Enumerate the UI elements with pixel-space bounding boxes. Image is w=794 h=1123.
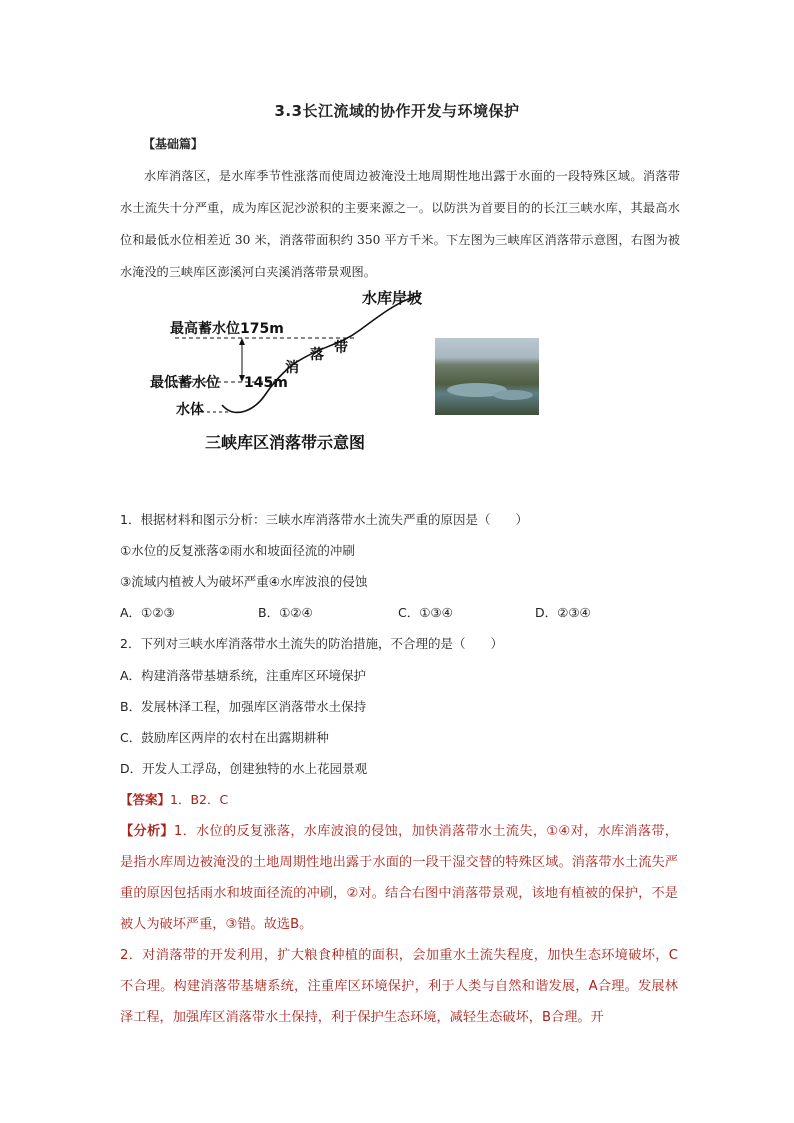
question-1-stem: 1．根据材料和图示分析：三峡水库消落带水土流失严重的原因是（ ） [120, 512, 528, 527]
band-label-2: 落 [310, 347, 324, 363]
option-c: C．①③④ [398, 605, 453, 620]
section-tag: 【基础篇】 [143, 137, 204, 151]
arrow-head-up [239, 338, 245, 345]
diagram-caption: 三峡库区消落带示意图 [205, 433, 366, 452]
analysis-block [120, 816, 678, 1033]
question-1-line-3: ③流域内植被人为破坏严重④水库波浪的侵蚀 [120, 574, 368, 589]
option-d: D．②③④ [535, 605, 591, 620]
analysis-label: 【分析】 [120, 824, 174, 839]
analysis-text-1: 1．水位的反复涨落，水库波浪的侵蚀，加快消落带水土流失，①④对，水库消落带，是指水库周边被淹没的土地周期性地出露于水面的一段干湿交替的特殊区域。消落带水土流失严重的原因包括雨水和坡面径流的冲刷，②对。结合右图中消落带景观，该地有植被的保护，不是被人为破坏严重，③错。故选B。 [120, 824, 678, 932]
drawdown-zone-diagram [140, 285, 440, 455]
answer-text: 1．B2．C [170, 792, 229, 807]
answer-label: 【答案】 [120, 792, 171, 807]
bank-label: 水库岸坡 [362, 289, 423, 307]
question-2-option-a: A．构建消落带基塘系统，注重库区环境保护 [120, 668, 367, 683]
analysis-paragraph-1 [120, 816, 678, 940]
low-water-label: 最低蓄水位 [150, 375, 220, 391]
high-water-label: 最高蓄水位175m [170, 321, 284, 337]
page-title: 3.3长江流域的协作开发与环境保护 [274, 102, 520, 120]
option-a: A．①②③ [120, 605, 175, 620]
water-label: 水体 [176, 402, 204, 418]
lake-shape-2 [493, 390, 533, 400]
answer-line [120, 790, 228, 808]
question-2-option-d: D．开发人工浮岛，创建独特的水上花园景观 [120, 761, 368, 776]
analysis-paragraph-2: 2．对消落带的开发利用，扩大粮食种植的面积，会加重水土流失程度，加快生态环境破坏，C不合理。构建消落带基塘系统，注重库区环境保护，利于人类与自然和谐发展，A合理。发展林泽工程，加强库区消落带水土保持，利于保护生态环境，减轻生态破坏，B合理。开 [120, 948, 678, 1025]
option-b: B．①②④ [258, 605, 313, 620]
low-water-value: 145m [244, 375, 288, 391]
question-2-option-b: B．发展林泽工程，加强库区消落带水土保持 [120, 699, 367, 714]
question-1-line-2: ①水位的反复涨落②雨水和坡面径流的冲刷 [120, 543, 355, 558]
intro-passage [120, 160, 680, 288]
band-label-3: 带 [334, 340, 348, 356]
landscape-photo [435, 338, 539, 415]
question-2-option-c: C．鼓励库区两岸的农村在出露期耕种 [120, 730, 329, 745]
band-label-1: 消 [285, 360, 299, 376]
question-2-stem: 2．下列对三峡水库消落带水土流失的防治措施，不合理的是（ ） [120, 636, 503, 651]
intro-paragraph: 水库消落区，是水库季节性涨落而使周边被淹没土地周期性地出露于水面的一段特殊区域。消落带水土流失十分严重，成为库区泥沙淤积的主要来源之一。以防洪为首要目的的长江三峡水库，其最高水位和最低水位相差近 30 米，消落带面积约 350 平方千米。下左图为三峡库区消落带示意图，右图为被水淹没的三峡库区澎溪河白夹溪消落带景观图。 [120, 169, 680, 279]
